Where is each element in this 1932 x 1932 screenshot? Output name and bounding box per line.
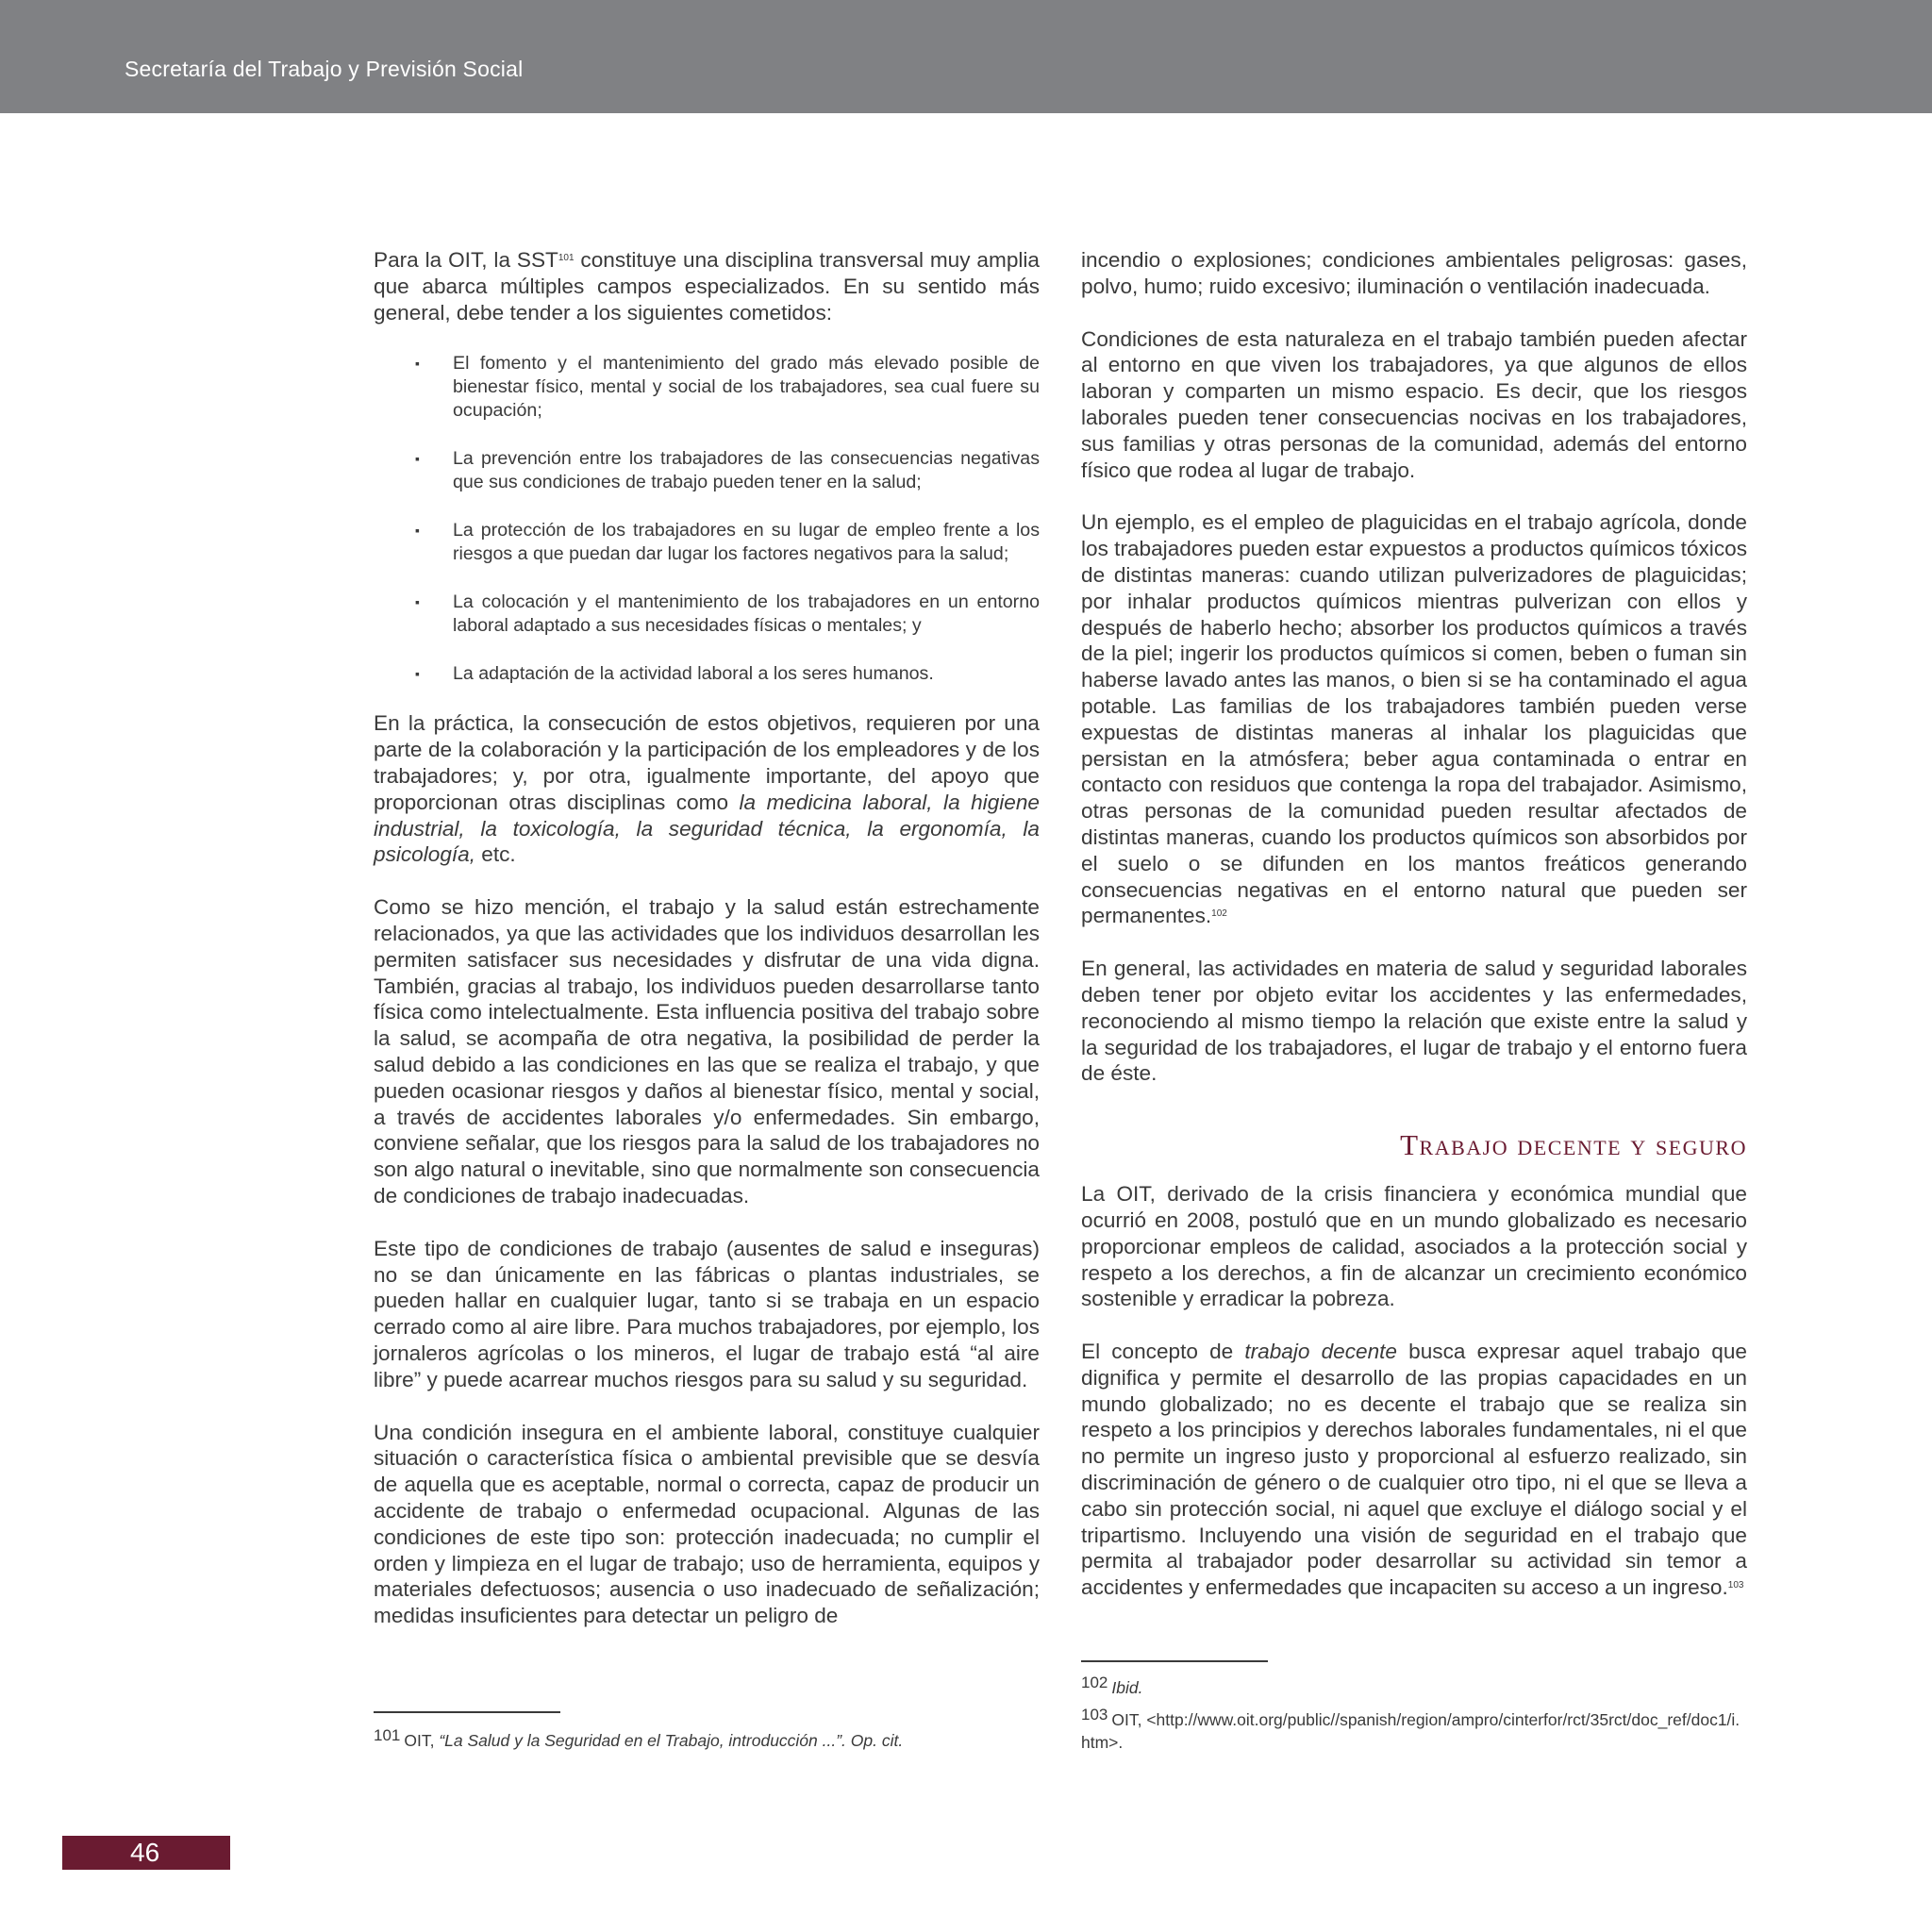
- pesticides-paragraph: Un ejemplo, es el empleo de plaguicidas en el trabajo agrícola, donde los trabajadores pueden estar expuestos a productos químicos tóxicos de distintas maneras: cuando utilizan pulverizadores de plaguicidas; por inhalar productos químicos mientras pulverizan con ellos y después de haberlo hecho; absorber los productos químicos a través de la piel; ingerir los productos químicos si comen, beben o fuman sin haberse lavado antes las manos, o bien si se ha contaminado el agua potable. Las familias de los trabajadores también pueden verse expuestas de distintas maneras al inhalar los plaguicidas que persistan en la atmósfera; beber agua contaminada o entrar en contacto con residuos que contenga la ropa del trabajador. Asimismo, otras personas de la comunidad pueden resultar afectados de distintas maneras, cuando los productos químicos son absorbidos por el suelo o se difunden en los mantos freáticos generando consecuencias negativas en el entorno natural que pueden ser permanentes.$^{102}$: [1081, 510, 1747, 928]
- section-heading: Trabajo decente y seguro: [1400, 1128, 1747, 1162]
- objectives-list: [374, 352, 1040, 686]
- bullet-icon: ▪: [415, 666, 420, 682]
- bullet-icon: ▪: [415, 594, 420, 610]
- footnote-103: 103 OIT, <http://www.oit.org/public//spanish/region/ampro/cinterfor/rct/35rct/doc_ref/doc1/i.htm>.: [1081, 1706, 1740, 1752]
- footnote-ref-103[interactable]: 103: [1727, 1580, 1744, 1591]
- footnote-ref-102[interactable]: 102: [1211, 908, 1227, 920]
- list-item: ▪ La colocación y el mantenimiento de los trabajadores en un entorno laboral adaptado a sus necesidades físicas o mentales; y: [415, 591, 1040, 637]
- footnote-102: 102 Ibid.: [1081, 1674, 1143, 1697]
- continued-paragraph: incendio o explosiones; condiciones ambientales peligrosas: gases, polvo, humo; ruido excesivo; iluminación o ventilación inadecuada.: [1081, 248, 1747, 298]
- footnote-divider-right: [1081, 1660, 1268, 1662]
- conditions-paragraph: Este tipo de condiciones de trabajo (ausentes de salud e inseguras) no se dan únicamente en las fábricas o plantas industriales, se pueden hallar en cualquier lugar, tanto si se trabaja en un espacio cerrado como al aire libre. Para muchos trabajadores, por ejemplo, los jornaleros agrícolas o los mineros, el lugar de trabajo está “al aire libre” y puede acarrear muchos riesgos para su salud y su seguridad.: [374, 1236, 1040, 1391]
- page-number: 46: [62, 1836, 230, 1870]
- bullet-icon: ▪: [415, 451, 420, 467]
- header-title: Secretaría del Trabajo y Previsión Social: [125, 57, 524, 81]
- intro-paragraph: Para la OIT, la SST$^{101}$ constituye una disciplina transversal muy amplia que abarca múltiples campos especializados. En su sentido más general, debe tender a los siguientes cometidos:: [374, 248, 1040, 325]
- decent-work-intro-paragraph: La OIT, derivado de la crisis financiera y económica mundial que ocurrió en 2008, postuló que en un mundo globalizado es necesario proporcionar empleos de calidad, asociados a la protección social y respeto a los derechos, a fin de alcanzar un crecimiento económico sostenible y erradicar la pobreza.: [1081, 1182, 1747, 1311]
- footnote-101: 101 OIT, “La Salud y la Seguridad en el Trabajo, introducción ...”. Op. cit.: [374, 1726, 904, 1750]
- list-item: ▪ La prevención entre los trabajadores de las consecuencias negativas que sus condiciones de trabajo pueden tener en la salud;: [415, 448, 1040, 493]
- practice-paragraph: En la práctica, la consecución de estos objetivos, requieren por una parte de la colaboración y la participación de los empleadores y de los trabajadores; y, por otra, igualmente importante, del apoyo que proporcionan otras disciplinas como la medicina laboral, la higiene industrial, la toxicología, la seguridad técnica, la ergonomía, la psicología, etc.: [374, 711, 1040, 867]
- list-item: ▪ La adaptación de la actividad laboral a los seres humanos.: [415, 663, 934, 685]
- prevention-paragraph: En general, las actividades en materia de salud y seguridad laborales deben tener por objeto evitar los accidentes y las enfermedades, reconociendo al mismo tiempo la relación que existe entre la salud y la seguridad de los trabajadores, el lugar de trabajo y el entorno fuera de éste.: [1081, 957, 1747, 1086]
- footnote-divider-left: [374, 1711, 560, 1713]
- environment-paragraph: Condiciones de esta naturaleza en el trabajo también pueden afectar al entorno en que viven los trabajadores, ya que algunos de ellos laboran y comparten un mismo espacio. Es decir, que los riesgos laborales pueden tener consecuencias nocivas en los trabajadores, sus familias y otras personas de la comunidad, además del entorno físico que rodea al lugar de trabajo.: [1081, 326, 1747, 482]
- work-health-paragraph: Como se hizo mención, el trabajo y la salud están estrechamente relacionados, ya que las actividades que los individuos desarrollan les permiten satisfacer sus necesidades y disfrutar de una vida digna. También, gracias al trabajo, los individuos pueden desarrollarse tanto física como intelectualmente. Esta influencia positiva del trabajo sobre la salud, se acompaña de otra negativa, la posibilidad de perder la salud debido a las condiciones en las que se realiza el trabajo, y que pueden ocasionar riesgos y daños al bienestar físico, mental y social, a través de accidentes laborales y/o enfermedades. Sin embargo, conviene señalar, que los riesgos para la salud de los trabajadores no son algo natural o inevitable, sino que normalmente son consecuencia de condiciones de trabajo inadecuadas.: [374, 895, 1040, 1208]
- footnote-103-link[interactable]: OIT, <http://www.oit.org/public//spanish/region/ampro/cinterfor/rct/35rct/doc_ref/doc1/i.htm>.: [1081, 1710, 1740, 1752]
- list-item: ▪ El fomento y el mantenimiento del grado más elevado posible de bienestar físico, mental y social de los trabajadores, sea cual fuere su ocupación;: [415, 353, 1040, 422]
- bullet-icon: ▪: [415, 523, 420, 539]
- footnote-ref-101[interactable]: 101: [558, 253, 575, 263]
- left-column: [374, 247, 1040, 1629]
- right-column: [1081, 247, 1747, 1601]
- list-item: ▪ La protección de los trabajadores en su lugar de empleo frente a los riesgos a que puedan dar lugar los factores negativos para la salud;: [415, 520, 1040, 565]
- header-band: [0, 0, 1932, 113]
- decent-work-concept-paragraph: El concepto de trabajo decente busca expresar aquel trabajo que dignifica y permite el desarrollo de las propias capacidades en un mundo globalizado; no es decente el trabajo que se realiza sin respeto a los principios y derechos laborales fundamentales, ni el que no permite un ingreso justo y proporcional al esfuerzo realizado, sin discriminación de género o de cualquier otro tipo, ni el que se lleva a cabo sin protección social, ni aquel que excluye el diálogo social y el tripartismo. Incluyendo una visión de seguridad en el trabajo que permita al trabajador poder desarrollar su actividad sin temor a accidentes y enfermedades que incapaciten su acceso a un ingreso.$^{103}$: [1081, 1340, 1747, 1600]
- unsafe-condition-paragraph: Una condición insegura en el ambiente laboral, constituye cualquier situación o característica física o ambiental previsible que se desvía de aquella que es aceptable, normal o correcta, capaz de producir un accidente de trabajo o enfermedad ocupacional. Algunas de las condiciones de este tipo son: protección inadecuada; no cumplir el orden y limpieza en el lugar de trabajo; uso de herramienta, equipos y materiales defectuosos; ausencia o uso inadecuado de señalización; medidas insuficientes para detectar un peligro de: [374, 1420, 1040, 1628]
- bullet-icon: ▪: [415, 356, 420, 372]
